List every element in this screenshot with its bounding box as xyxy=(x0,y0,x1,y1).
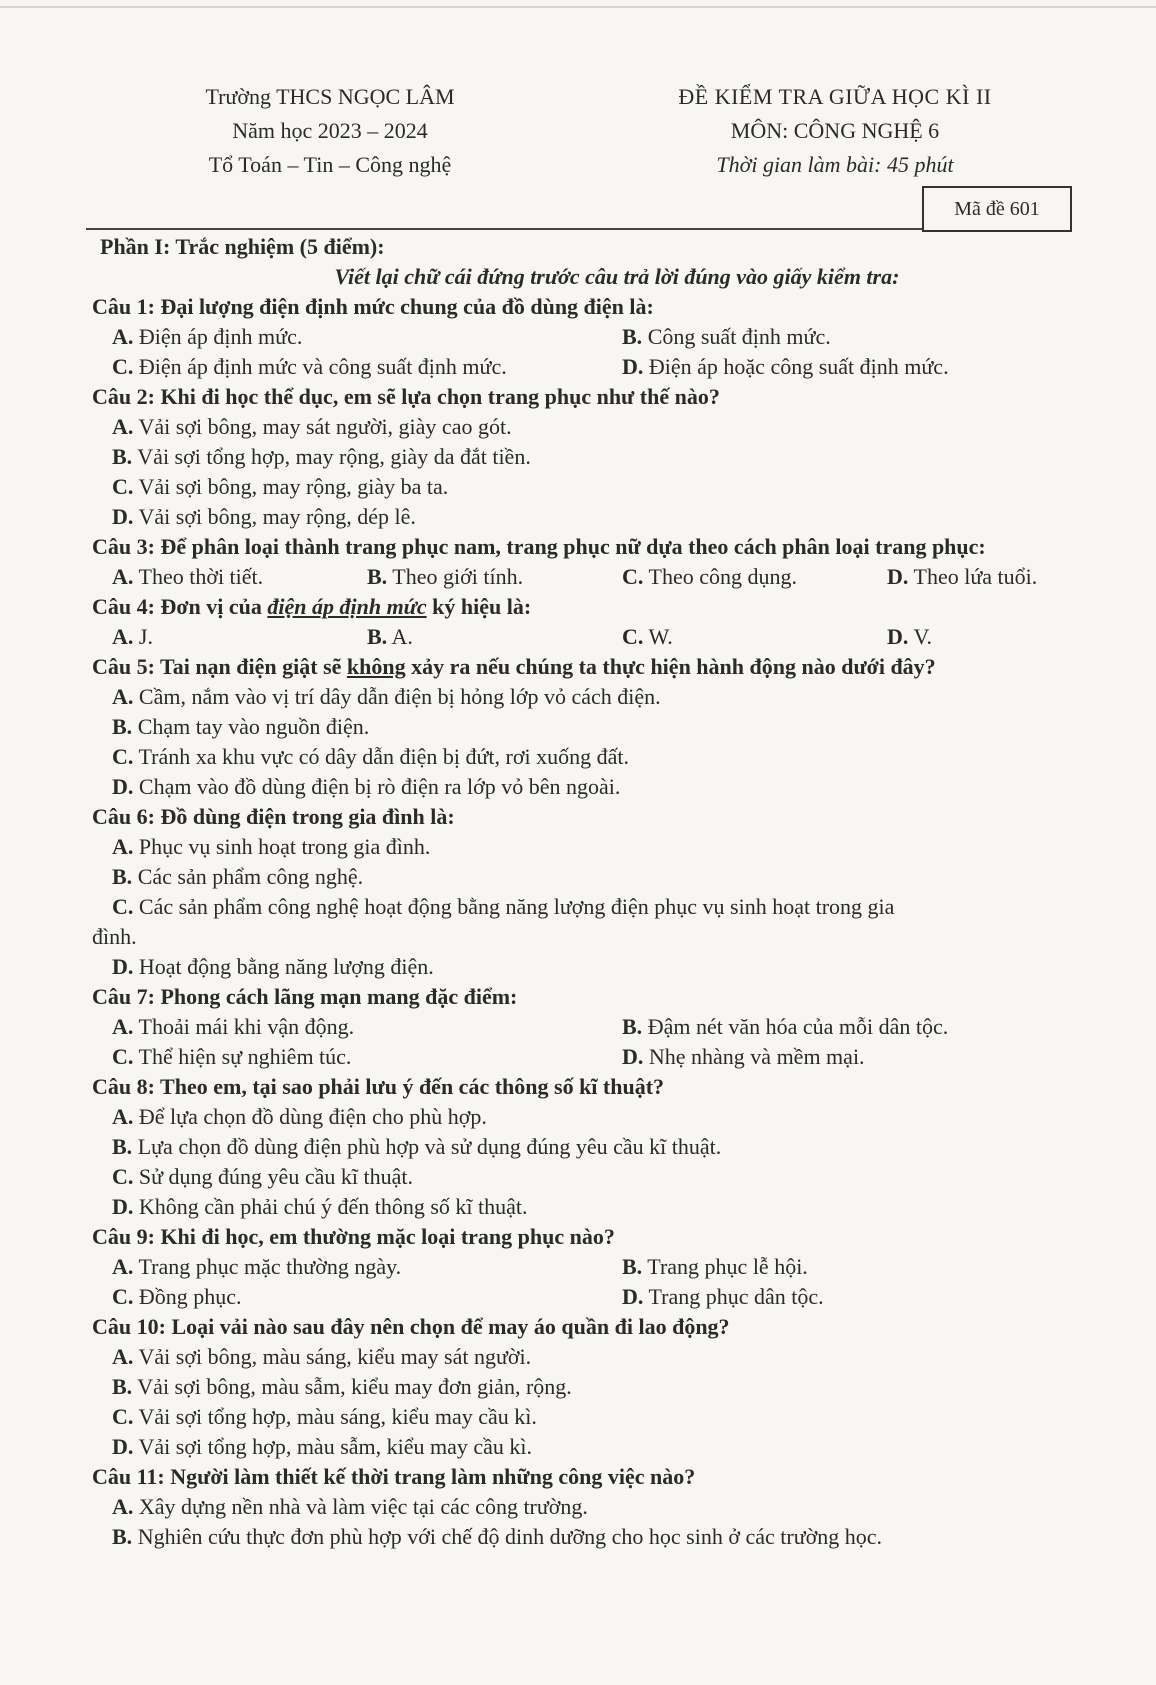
option-letter: D. xyxy=(112,774,134,799)
option-letter: C. xyxy=(112,1404,134,1429)
option-b xyxy=(112,1522,1082,1552)
option-letter: C. xyxy=(622,624,644,649)
title-text: Câu 5: Tai nạn điện giật sẽ xyxy=(92,654,347,679)
exam-code-box: Mã đề 601 xyxy=(922,186,1072,232)
department: Tổ Toán – Tin – Công nghệ xyxy=(208,152,452,177)
option-text: Để lựa chọn đồ dùng điện cho phù hợp. xyxy=(138,1104,487,1129)
options xyxy=(112,322,1082,382)
scan-edge-line xyxy=(0,6,1156,8)
title-text: Câu 4: Đơn vị của xyxy=(92,594,268,619)
option-text: Vải sợi bông, màu sáng, kiểu may sát người. xyxy=(138,1344,532,1369)
question-title: Câu 10: Loại vải nào sau đây nên chọn để may áo quần đi lao động? xyxy=(92,1314,730,1339)
option-text: Tránh xa khu vực có dây dẫn điện bị đứt, rơi xuống đất. xyxy=(138,744,629,769)
question-1 xyxy=(92,292,1082,382)
school-name: Trường THCS NGỌC LÂM xyxy=(205,84,455,109)
option-a xyxy=(112,1102,1082,1132)
option-text: Trang phục dân tộc. xyxy=(648,1284,824,1309)
option-text: Trang phục mặc thường ngày. xyxy=(138,1254,402,1279)
exam-header xyxy=(610,80,1060,182)
exam-title: ĐỀ KIỂM TRA GIỮA HỌC KÌ II xyxy=(678,84,992,109)
option-letter: A. xyxy=(112,324,134,349)
option-text: Các sản phẩm công nghệ. xyxy=(137,864,364,889)
option-c xyxy=(622,562,887,592)
option-text: Các sản phẩm công nghệ hoạt động bằng năng lượng điện phục vụ sinh hoạt trong gia xyxy=(138,894,895,919)
option-b xyxy=(112,862,1082,892)
option-c xyxy=(112,892,1082,922)
option-letter: D. xyxy=(622,1284,644,1309)
option-d xyxy=(112,772,1082,802)
option-a xyxy=(112,1012,622,1042)
option-letter: D. xyxy=(622,354,644,379)
option-text: Nghiên cứu thực đơn phù hợp với chế độ dinh dưỡng cho học sinh ở các trường học. xyxy=(137,1524,883,1549)
option-letter: C. xyxy=(622,564,644,589)
question-title: Câu 6: Đồ dùng điện trong gia đình là: xyxy=(92,804,455,829)
school-year: Năm học 2023 – 2024 xyxy=(232,118,428,143)
option-letter: B. xyxy=(112,1374,133,1399)
option-text: Theo công dụng. xyxy=(648,564,797,589)
option-d xyxy=(622,1042,1102,1072)
option-text: A. xyxy=(391,624,413,649)
option-letter: C. xyxy=(112,744,134,769)
option-letter: D. xyxy=(112,504,134,529)
question-10 xyxy=(92,1312,1082,1462)
option-text: Lựa chọn đồ dùng điện phù hợp và sử dụng đúng yêu cầu kĩ thuật. xyxy=(137,1134,722,1159)
option-letter: B. xyxy=(112,1134,133,1159)
option-text: W. xyxy=(648,624,673,649)
exam-subject: MÔN: CÔNG NGHỆ 6 xyxy=(730,118,940,143)
option-text: Vải sợi tổng hợp, màu sẫm, kiểu may cầu kì. xyxy=(138,1434,533,1459)
option-text: Trang phục lễ hội. xyxy=(647,1254,808,1279)
option-text: Điện áp định mức và công suất định mức. xyxy=(138,354,507,379)
option-letter: A. xyxy=(112,624,134,649)
option-text: Vải sợi bông, màu sẫm, kiểu may đơn giản, rộng. xyxy=(137,1374,572,1399)
option-letter: B. xyxy=(622,1014,643,1039)
option-letter: A. xyxy=(112,1014,134,1039)
option-text: Đậm nét văn hóa của mỗi dân tộc. xyxy=(647,1014,949,1039)
option-text: Theo lứa tuổi. xyxy=(913,564,1038,589)
title-underlined: điện áp định mức xyxy=(267,594,427,619)
option-text: Vải sợi bông, may rộng, giày ba ta. xyxy=(138,474,449,499)
option-letter: A. xyxy=(112,1254,134,1279)
option-letter: A. xyxy=(112,414,134,439)
option-b xyxy=(622,1252,1102,1282)
title-text: ký hiệu là: xyxy=(426,594,532,619)
section-title: Phần I: Trắc nghiệm (5 điểm): xyxy=(100,234,385,259)
option-letter: A. xyxy=(112,1104,134,1129)
school-header xyxy=(140,80,520,182)
option-text: Không cần phải chú ý đến thông số kĩ thuật. xyxy=(138,1194,528,1219)
question-title: Câu 3: Để phân loại thành trang phục nam, trang phục nữ dựa theo cách phân loại trang phục: xyxy=(92,534,986,559)
options xyxy=(112,1012,1082,1072)
option-b xyxy=(367,562,622,592)
options xyxy=(112,622,1082,652)
option-d xyxy=(112,1192,1082,1222)
option-c xyxy=(622,622,887,652)
section-instruction: Viết lại chữ cái đứng trước câu trả lời đúng vào giấy kiểm tra: xyxy=(334,264,900,289)
question-7 xyxy=(92,982,1082,1072)
option-letter: B. xyxy=(367,624,388,649)
option-letter: B. xyxy=(112,714,133,739)
option-text: Vải sợi bông, may sát người, giày cao gót. xyxy=(138,414,512,439)
option-c-continuation: đình. xyxy=(92,924,137,949)
option-text: J. xyxy=(138,624,153,649)
option-letter: A. xyxy=(112,564,134,589)
option-b xyxy=(112,1132,1082,1162)
exam-time: Thời gian làm bài: 45 phút xyxy=(716,152,954,177)
option-letter: C. xyxy=(112,354,134,379)
option-a xyxy=(112,1252,622,1282)
option-letter: B. xyxy=(112,864,133,889)
option-d xyxy=(887,622,1102,652)
option-letter: C. xyxy=(112,894,134,919)
option-c xyxy=(112,742,1082,772)
exam-body xyxy=(92,232,1082,1552)
option-letter: C. xyxy=(112,1284,134,1309)
title-underlined: không xyxy=(346,654,406,679)
option-letter: B. xyxy=(622,324,643,349)
option-letter: B. xyxy=(112,1524,133,1549)
option-a xyxy=(112,832,1082,862)
header-divider xyxy=(86,228,922,230)
option-a xyxy=(112,1342,1082,1372)
option-c xyxy=(112,472,1082,502)
option-letter: D. xyxy=(887,564,909,589)
option-letter: C. xyxy=(112,1164,134,1189)
option-a xyxy=(112,622,367,652)
option-d xyxy=(112,502,1082,532)
option-text: Sử dụng đúng yêu cầu kĩ thuật. xyxy=(138,1164,413,1189)
option-d xyxy=(622,352,1102,382)
option-c xyxy=(112,352,622,382)
options xyxy=(112,1252,1082,1312)
option-a xyxy=(112,322,622,352)
option-text: Hoạt động bằng năng lượng điện. xyxy=(138,954,434,979)
option-text: Vải sợi bông, may rộng, dép lê. xyxy=(138,504,416,529)
option-b xyxy=(622,1012,1102,1042)
option-letter: C. xyxy=(112,474,134,499)
question-8 xyxy=(92,1072,1082,1222)
option-text: V. xyxy=(913,624,933,649)
option-letter: B. xyxy=(112,444,133,469)
question-title: Câu 9: Khi đi học, em thường mặc loại trang phục nào? xyxy=(92,1224,615,1249)
option-text: Thể hiện sự nghiêm túc. xyxy=(138,1044,352,1069)
option-letter: A. xyxy=(112,684,134,709)
option-c xyxy=(112,1042,622,1072)
option-text: Chạm tay vào nguồn điện. xyxy=(137,714,370,739)
option-letter: A. xyxy=(112,1494,134,1519)
option-text: Theo giới tính. xyxy=(392,564,524,589)
option-letter: D. xyxy=(622,1044,644,1069)
option-text: Nhẹ nhàng và mềm mại. xyxy=(648,1044,865,1069)
question-2 xyxy=(92,382,1082,532)
option-c xyxy=(112,1402,1082,1432)
question-9 xyxy=(92,1222,1082,1312)
options xyxy=(112,562,1082,592)
option-c xyxy=(112,1282,622,1312)
option-d xyxy=(112,952,1082,982)
option-b xyxy=(112,442,1082,472)
option-a xyxy=(112,682,1082,712)
option-letter: A. xyxy=(112,1344,134,1369)
question-title: Câu 7: Phong cách lãng mạn mang đặc điểm: xyxy=(92,984,518,1009)
question-3 xyxy=(92,532,1082,592)
option-b xyxy=(112,712,1082,742)
option-letter: D. xyxy=(112,954,134,979)
title-text: xảy ra nếu chúng ta thực hiện hành động nào dưới đây? xyxy=(405,654,936,679)
option-a xyxy=(112,412,1082,442)
option-b xyxy=(367,622,622,652)
option-d xyxy=(622,1282,1102,1312)
option-text: Đồng phục. xyxy=(138,1284,242,1309)
option-text: Thoải mái khi vận động. xyxy=(138,1014,355,1039)
question-11 xyxy=(92,1462,1082,1552)
option-letter: B. xyxy=(622,1254,643,1279)
option-d xyxy=(112,1432,1082,1462)
option-text: Công suất định mức. xyxy=(647,324,831,349)
option-text: Phục vụ sinh hoạt trong gia đình. xyxy=(138,834,431,859)
option-text: Vải sợi tổng hợp, màu sáng, kiểu may cầu kì. xyxy=(138,1404,537,1429)
option-b xyxy=(622,322,1102,352)
question-title: Câu 1: Đại lượng điện định mức chung của đồ dùng điện là: xyxy=(92,294,654,319)
option-letter: C. xyxy=(112,1044,134,1069)
option-text: Cầm, nắm vào vị trí dây dẫn điện bị hỏng lớp vỏ cách điện. xyxy=(138,684,661,709)
option-text: Điện áp định mức. xyxy=(138,324,303,349)
question-title xyxy=(92,652,1082,682)
option-text: Điện áp hoặc công suất định mức. xyxy=(648,354,949,379)
option-text: Chạm vào đồ dùng điện bị rò điện ra lớp vỏ bên ngoài. xyxy=(138,774,621,799)
option-a xyxy=(112,562,367,592)
option-letter: D. xyxy=(112,1194,134,1219)
option-letter: D. xyxy=(112,1434,134,1459)
question-6 xyxy=(92,802,1082,982)
question-title: Câu 8: Theo em, tại sao phải lưu ý đến các thông số kĩ thuật? xyxy=(92,1074,665,1099)
option-letter: B. xyxy=(367,564,388,589)
option-letter: D. xyxy=(887,624,909,649)
question-5 xyxy=(92,652,1082,802)
question-title: Câu 11: Người làm thiết kế thời trang làm những công việc nào? xyxy=(92,1464,696,1489)
question-4 xyxy=(92,592,1082,652)
question-title: Câu 2: Khi đi học thể dục, em sẽ lựa chọn trang phục như thế nào? xyxy=(92,384,720,409)
question-title xyxy=(92,592,1082,622)
option-text: Xây dựng nền nhà và làm việc tại các công trường. xyxy=(138,1494,588,1519)
option-d xyxy=(887,562,1102,592)
option-letter: A. xyxy=(112,834,134,859)
option-c xyxy=(112,1162,1082,1192)
option-text: Theo thời tiết. xyxy=(138,564,264,589)
option-a xyxy=(112,1492,1082,1522)
option-text: Vải sợi tổng hợp, may rộng, giày da đắt tiền. xyxy=(137,444,531,469)
option-b xyxy=(112,1372,1082,1402)
